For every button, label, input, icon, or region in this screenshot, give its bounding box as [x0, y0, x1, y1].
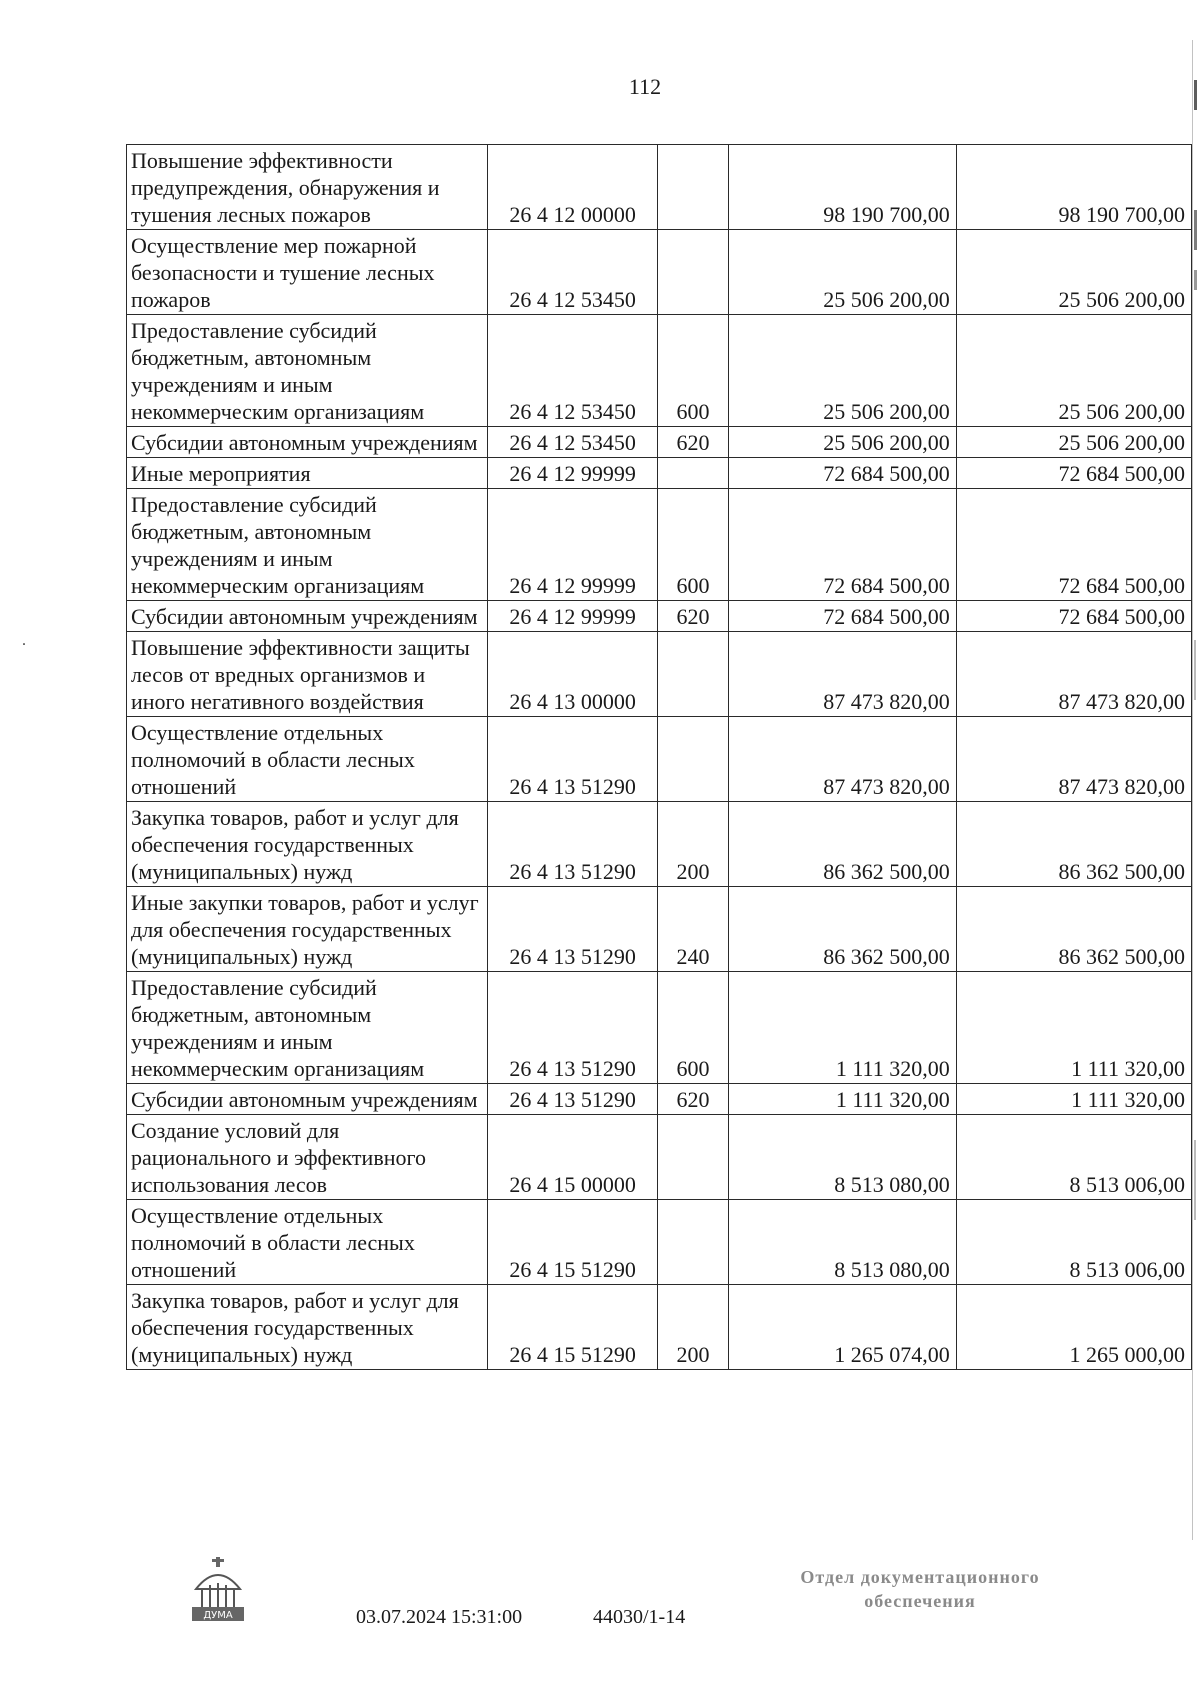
- cell-amount-year-1: 87 473 820,00: [729, 632, 957, 717]
- cell-name: Осуществление мер пожарной безопасности и тушение лесных пожаров: [127, 230, 488, 315]
- cell-target-code: 26 4 13 51290: [488, 802, 657, 887]
- cell-expense-type: [657, 145, 728, 230]
- cell-amount-year-1: 25 506 200,00: [729, 427, 957, 458]
- cell-amount-year-1: 8 513 080,00: [729, 1200, 957, 1285]
- registration-datetime: 03.07.2024 15:31:00: [356, 1606, 523, 1628]
- table-row: [127, 802, 1192, 887]
- table-body: [127, 145, 1192, 1370]
- cell-target-code: 26 4 12 99999: [488, 601, 657, 632]
- table-row: [127, 717, 1192, 802]
- cell-amount-year-1: 1 111 320,00: [729, 1084, 957, 1115]
- cell-amount-year-2: 1 111 320,00: [956, 1084, 1191, 1115]
- cell-amount-year-2: 72 684 500,00: [956, 601, 1191, 632]
- cell-name: Осуществление отдельных полномочий в области лесных отношений: [127, 717, 488, 802]
- cell-expense-type: 600: [657, 489, 728, 601]
- page-number: 112: [628, 74, 662, 99]
- cell-amount-year-1: 1 111 320,00: [729, 972, 957, 1084]
- cell-amount-year-2: 98 190 700,00: [956, 145, 1191, 230]
- scan-edge-artifact: [1188, 40, 1198, 1540]
- cell-amount-year-1: 98 190 700,00: [729, 145, 957, 230]
- cell-expense-type: [657, 717, 728, 802]
- duma-logo: [190, 1555, 246, 1625]
- cell-name: Иные мероприятия: [127, 458, 488, 489]
- cell-amount-year-2: 86 362 500,00: [956, 802, 1191, 887]
- table-row: [127, 315, 1192, 427]
- cell-amount-year-2: 86 362 500,00: [956, 887, 1191, 972]
- cell-amount-year-2: 72 684 500,00: [956, 489, 1191, 601]
- stamp-line-1: Отдел документационного: [800, 1567, 1040, 1587]
- department-stamp: [760, 1565, 1080, 1613]
- cell-name: Предоставление субсидий бюджетным, автономным учреждениям и иным некоммерческим организациям: [127, 972, 488, 1084]
- cell-target-code: 26 4 12 53450: [488, 230, 657, 315]
- cell-target-code: 26 4 12 99999: [488, 489, 657, 601]
- table-row: [127, 1285, 1192, 1370]
- cell-target-code: 26 4 12 53450: [488, 427, 657, 458]
- cell-amount-year-2: 8 513 006,00: [956, 1200, 1191, 1285]
- cell-name: Закупка товаров, работ и услуг для обеспечения государственных (муниципальных) нужд: [127, 1285, 488, 1370]
- cell-target-code: 26 4 13 51290: [488, 717, 657, 802]
- table-row: [127, 427, 1192, 458]
- cell-expense-type: 600: [657, 972, 728, 1084]
- cell-amount-year-1: 86 362 500,00: [729, 802, 957, 887]
- cell-name: Осуществление отдельных полномочий в области лесных отношений: [127, 1200, 488, 1285]
- cell-expense-type: 620: [657, 1084, 728, 1115]
- cell-name: Субсидии автономным учреждениям: [127, 1084, 488, 1115]
- cell-amount-year-2: 1 111 320,00: [956, 972, 1191, 1084]
- cell-name: Предоставление субсидий бюджетным, автономным учреждениям и иным некоммерческим организациям: [127, 315, 488, 427]
- cell-expense-type: [657, 1115, 728, 1200]
- cell-amount-year-1: 86 362 500,00: [729, 887, 957, 972]
- table-row: [127, 887, 1192, 972]
- cell-expense-type: 200: [657, 802, 728, 887]
- cell-expense-type: [657, 458, 728, 489]
- cell-amount-year-2: 1 265 000,00: [956, 1285, 1191, 1370]
- table-row: [127, 1115, 1192, 1200]
- cell-name: Закупка товаров, работ и услуг для обеспечения государственных (муниципальных) нужд: [127, 802, 488, 887]
- stamp-line-2: обеспечения: [864, 1591, 976, 1611]
- budget-table: [126, 144, 1192, 1370]
- cell-amount-year-2: 25 506 200,00: [956, 315, 1191, 427]
- cell-target-code: 26 4 12 00000: [488, 145, 657, 230]
- cell-target-code: 26 4 13 51290: [488, 972, 657, 1084]
- cell-name: Субсидии автономным учреждениям: [127, 427, 488, 458]
- cell-expense-type: 240: [657, 887, 728, 972]
- table-row: [127, 632, 1192, 717]
- cell-target-code: 26 4 13 00000: [488, 632, 657, 717]
- cell-amount-year-1: 8 513 080,00: [729, 1115, 957, 1200]
- cell-name: Повышение эффективности защиты лесов от вредных организмов и иного негативного воздействия: [127, 632, 488, 717]
- cell-name: Субсидии автономным учреждениям: [127, 601, 488, 632]
- cell-expense-type: 600: [657, 315, 728, 427]
- cell-name: Повышение эффективности предупреждения, обнаружения и тушения лесных пожаров: [127, 145, 488, 230]
- cell-name: Иные закупки товаров, работ и услуг для обеспечения государственных (муниципальных) нужд: [127, 887, 488, 972]
- cell-amount-year-1: 72 684 500,00: [729, 601, 957, 632]
- cell-amount-year-2: 25 506 200,00: [956, 230, 1191, 315]
- registration-number: 44030/1-14: [593, 1606, 686, 1628]
- cell-amount-year-1: 72 684 500,00: [729, 489, 957, 601]
- cell-amount-year-1: 87 473 820,00: [729, 717, 957, 802]
- cell-expense-type: [657, 632, 728, 717]
- cell-amount-year-2: 87 473 820,00: [956, 717, 1191, 802]
- cell-amount-year-2: 72 684 500,00: [956, 458, 1191, 489]
- cell-expense-type: 620: [657, 427, 728, 458]
- cell-amount-year-2: 87 473 820,00: [956, 632, 1191, 717]
- table-row: [127, 458, 1192, 489]
- table-row: [127, 489, 1192, 601]
- cell-expense-type: [657, 1200, 728, 1285]
- table-row: [127, 1084, 1192, 1115]
- cell-target-code: 26 4 12 53450: [488, 315, 657, 427]
- table-row: [127, 145, 1192, 230]
- cell-amount-year-2: 25 506 200,00: [956, 427, 1191, 458]
- cell-target-code: 26 4 15 00000: [488, 1115, 657, 1200]
- cell-expense-type: [657, 230, 728, 315]
- table-row: [127, 601, 1192, 632]
- cell-target-code: 26 4 13 51290: [488, 887, 657, 972]
- cell-target-code: 26 4 12 99999: [488, 458, 657, 489]
- cell-amount-year-1: 1 265 074,00: [729, 1285, 957, 1370]
- cell-target-code: 26 4 15 51290: [488, 1285, 657, 1370]
- cell-expense-type: 620: [657, 601, 728, 632]
- cell-name: Создание условий для рационального и эффективного использования лесов: [127, 1115, 488, 1200]
- cell-amount-year-1: 25 506 200,00: [729, 230, 957, 315]
- svg-text:ДУМА: ДУМА: [203, 1610, 233, 1621]
- cell-amount-year-2: 8 513 006,00: [956, 1115, 1191, 1200]
- cell-expense-type: 200: [657, 1285, 728, 1370]
- table-row: [127, 1200, 1192, 1285]
- cell-target-code: 26 4 13 51290: [488, 1084, 657, 1115]
- cell-amount-year-1: 25 506 200,00: [729, 315, 957, 427]
- table-row: [127, 972, 1192, 1084]
- cell-name: Предоставление субсидий бюджетным, автономным учреждениям и иным некоммерческим организациям: [127, 489, 488, 601]
- cell-target-code: 26 4 15 51290: [488, 1200, 657, 1285]
- table-row: [127, 230, 1192, 315]
- margin-mark: .: [22, 632, 26, 649]
- cell-amount-year-1: 72 684 500,00: [729, 458, 957, 489]
